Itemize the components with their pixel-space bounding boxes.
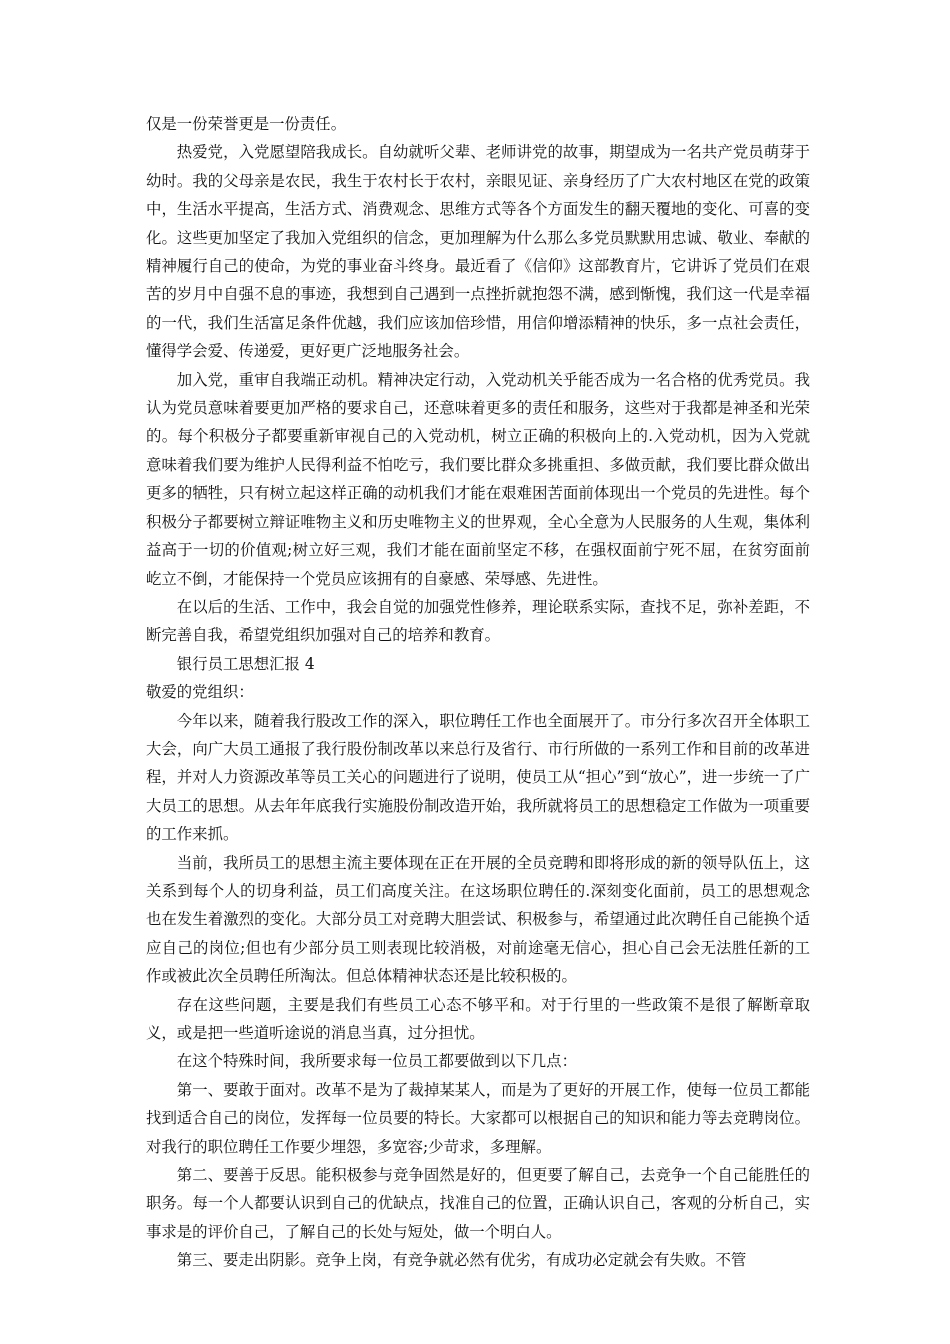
paragraph-13: 第三、要走出阴影。竞争上岗，有竞争就必然有优劣，有成功必定就会有失败。不管 [176, 1251, 747, 1270]
paragraph-3: 加入党，重审自我端正动机。精神决定行动，入党动机关乎能否成为一名合格的优秀党员。我认为党员意味着要更加严格的要求自己，还意味着更多的责任和服务，这些对于我都是神圣和光荣的。每个积极分子都要重新审视自己的入党动机，树立正确的积极向上的.入党动机，因为入党就意味着我们要为维护人民得利益不怕吃亏，我们要比群众多挑重担、多做贡献，我们要比群众做出更多的牺牲，只有树立起这样正确的动机我们才能在艰难困苦面前体现出一个党员的先进性。每个积极分子都要树立辩证唯物主义和历史唯物主义的世界观，全心全意为人民服务的人生观，集体利益高于一切的价值观;树立好三观，我们才能在面前坚定不移，在强权面前宁死不屈，在贫穷面前屹立不倒，才能保持一个党员应该拥有的自豪感、荣辱感、先进性。 [146, 370, 810, 588]
paragraph-11: 第一、要敢于面对。改革不是为了裁掉某某人，而是为了更好的开展工作，使每一位员工都能找到适合自己的岗位，发挥每一位员要的特长。大家都可以根据自己的知识和能力等去竞聘岗位。对我行的职位聘任工作要少埋怨，多宽容;少苛求，多理解。 [146, 1080, 810, 1156]
document-body [146, 110, 810, 1275]
paragraph-9: 存在这些问题，主要是我们有些员工心态不够平和。对于行里的一些政策不是很了解断章取义，或是把一些道听途说的消息当真，过分担忧。 [146, 995, 810, 1042]
paragraph-2: 热爱党，入党愿望陪我成长。自幼就听父辈、老师讲党的故事，期望成为一名共产党员萌芽于幼时。我的父母亲是农民，我生于农村长于农村，亲眼见证、亲身经历了广大农村地区在党的政策中，生活水平提高，生活方式、消费观念、思维方式等各个方面发生的翻天覆地的变化、可喜的变化。这些更加坚定了我加入党组织的信念，更加理解为什么那么多党员默默用忠诚、敬业、奉献的精神履行自己的使命，为党的事业奋斗终身。最近看了《信仰》这部教育片，它讲诉了党员们在艰苦的岁月中自强不息的事迹，我想到自己遇到一点挫折就抱怨不满，感到惭愧，我们这一代是幸福的一代，我们生活富足条件优越，我们应该加倍珍惜，用信仰增添精神的快乐，多一点社会责任，懂得学会爱、传递爱，更好更广泛地服务社会。 [146, 143, 810, 361]
section-heading: 银行员工思想汇报 4 [176, 654, 315, 673]
salutation: 敬爱的党组织： [146, 683, 254, 702]
paragraph-12: 第二、要善于反思。能积极参与竞争固然是好的，但更要了解自己，去竞争一个自己能胜任的职务。每一个人都要认识到自己的优缺点，找准自己的位置，正确认识自己，客观的分析自己，实事求是的评价自己，了解自己的长处与短处，做一个明白人。 [146, 1166, 810, 1241]
paragraph-10: 在这个特殊时间，我所要求每一位员工都要做到以下几点： [176, 1052, 577, 1071]
paragraph-7: 今年以来，随着我行股改工作的深入，职位聘任工作也全面展开了。市分行多次召开全体职工大会，向广大员工通报了我行股份制改革以来总行及省行、市行所做的一系列工作和目前的改革进程，并对人力资源改革等员工关心的问题进行了说明，使员工从“担心”到“放心”，进一步统一了广大员工的思想。从去年年底我行实施股份制改造开始，我所就将员工的思想稳定工作做为一项重要的工作来抓。 [146, 711, 810, 844]
paragraph-1: 仅是一份荣誉更是一份责任。 [146, 115, 347, 133]
paragraph-8: 当前，我所员工的思想主流主要体现在正在开展的全员竞聘和即将形成的新的领导队伍上，这关系到每个人的切身利益，员工们高度关注。在这场职位聘任的.深刻变化面前，员工的思想观念也在发生着激烈的变化。大部分员工对竞聘大胆尝试、积极参与，希望通过此次聘任自己能换个适应自己的岗位;但也有少部分员工则表现比较消极，对前途毫无信心，担心自己会无法胜任新的工作或被此次全员聘任所淘汰。但总体精神状态还是比较积极的。 [146, 853, 810, 986]
paragraph-4: 在以后的生活、工作中，我会自觉的加强党性修养，理论联系实际，查找不足，弥补差距，不断完善自我，希望党组织加强对自己的培养和教育。 [146, 597, 810, 645]
